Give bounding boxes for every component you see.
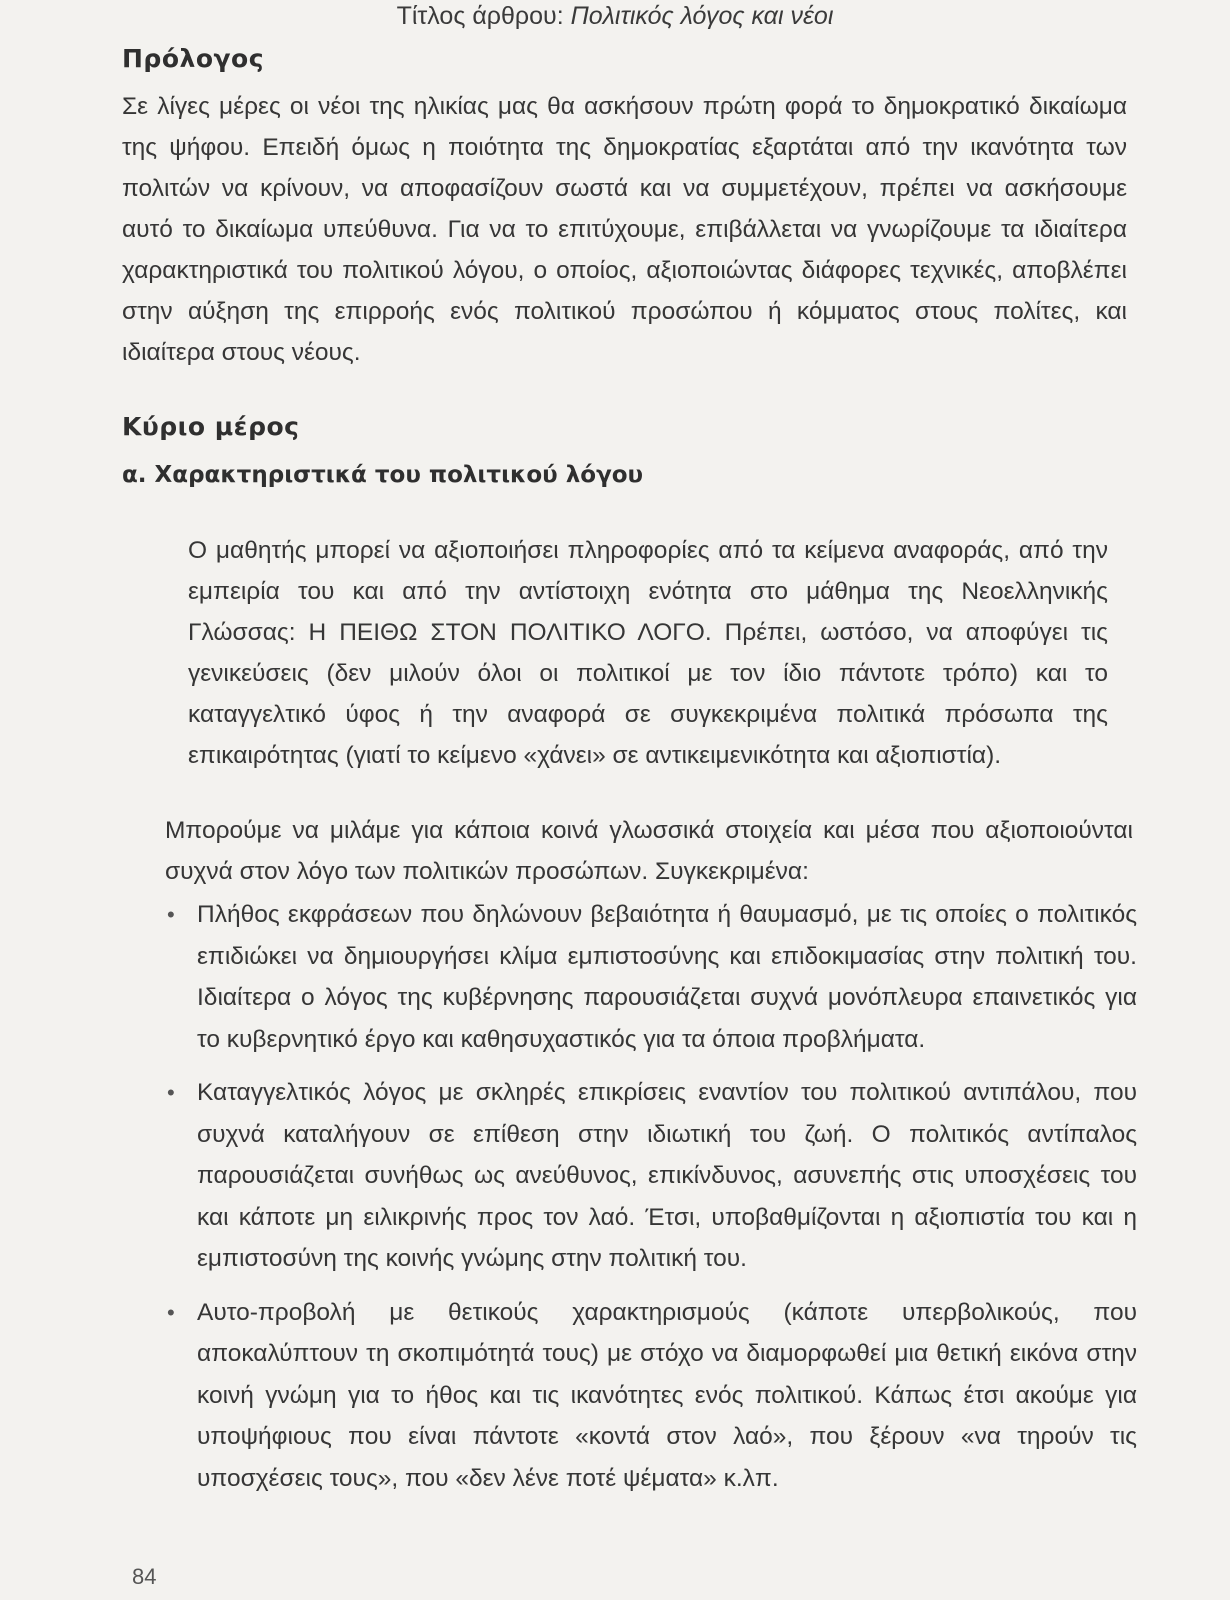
article-title-value: Πολιτικός λόγος και νέοι — [570, 2, 834, 30]
list-item — [165, 894, 1137, 1060]
bullet-icon: • — [167, 1080, 175, 1105]
guidance-note-paragraph: Ο μαθητής μπορεί να αξιοποιήσει πληροφορίες από τα κείμενα αναφοράς, από την εμπειρία του και από την αντίστοιχη ενότητα στο μάθημα της Νεοελληνικής Γλώσσας: Η ΠΕΙΘΩ ΣΤΟΝ ΠΟΛΙΤΙΚΟ ΛΟΓΟ. Πρέπει, ωστόσο, να αποφύγει τις γενικεύσεις (δεν μιλούν όλοι οι πολιτικοί με τον ίδιο πάντοτε τρόπο) και το καταγγελτικό ύφος ή την αναφορά σε συγκεκριμένα πολιτικά πρόσωπα της επικαιρότητας (γιατί το κείμενο «χάνει» σε αντικειμενικότητα και αξιοπιστία). — [188, 537, 1108, 769]
main-section-heading: Κύριο μέρος — [122, 412, 300, 441]
subsection-heading: α. Χαρακτηριστικά του πολιτικού λόγου — [122, 462, 644, 488]
list-item-text: Αυτο-προβολή με θετικούς χαρακτηρισμούς (κάποτε υπερβολικούς, που αποκαλύπτουν τη σκοπιμότητά τους) με στόχο να διαμορφωθεί μια θετική εικόνα στην κοινή γνώμη για το ήθος και τις ικανότητες ενός πολιτικού. Κάπως έτσι ακούμε για υποψήφιους που είναι πάντοτε «κοντά στον λαό», που ξέρουν «να τηρούν τις υποσχέσεις τους», που «δεν λένε ποτέ ψέματα» κ.λπ. — [197, 1298, 1137, 1492]
list-item — [165, 1072, 1137, 1280]
list-item — [165, 1292, 1137, 1500]
bullet-icon: • — [167, 902, 175, 927]
bullet-icon: • — [167, 1299, 175, 1325]
prologue-paragraph: Σε λίγες μέρες οι νέοι της ηλικίας μας θα ασκήσουν πρώτη φορά το δημοκρατικό δικαίωμα της ψήφου. Επειδή όμως η ποιότητα της δημοκρατίας εξαρτάται από την ικανότητα των πολιτών να κρίνουν, να αποφασίζουν σωστά και να συμμετέχουν, πρέπει να ασκήσουμε αυτό το δικαίωμα υπεύθυνα. Για να το επιτύχουμε, επιβάλλεται να γνωρίζουμε τα ιδιαίτερα χαρακτηριστικά του πολιτικού λόγου, ο οποίος, αξιοποιώντας διάφορες τεχνικές, αποβλέπει στην αύξηση της επιρροής ενός πολιτικού προσώπου ή κόμματος στους πολίτες, και ιδιαίτερα στους νέους. — [122, 93, 1127, 366]
list-item-text: Πλήθος εκφράσεων που δηλώνουν βεβαιότητα ή θαυμασμό, με τις οποίες ο πολιτικός επιδιώκει να δημιουργήσει κλίμα εμπιστοσύνης και επιδοκιμασίας στην πολιτική του. Ιδιαίτερα ο λόγος της κυβέρνησης παρουσιάζεται συχνά μονόπλευρα επαινετικός για το κυβερνητικό έργο και καθησυχαστικός για τα όποια προβλήματα. — [197, 901, 1137, 1053]
list-item-text: Καταγγελτικός λόγος με σκληρές επικρίσεις εναντίον του πολιτικού αντιπάλου, που συχνά καταλήγουν σε επίθεση στην ιδιωτική του ζωή. Ο πολιτικός αντίπαλος παρουσιάζεται συνήθως ως ανεύθυνος, επικίνδυνος, ασυνεπής στις υποσχέσεις του και κάποτε μη ειλικρινής προς τον λαό. Έτσι, υποβαθμίζονται η αξιοπιστία του και η εμπιστοσύνη της κοινής γνώμης στην πολιτική του. — [197, 1079, 1137, 1272]
prologue-heading: Πρόλογος — [122, 44, 265, 73]
article-title — [0, 2, 1230, 31]
bullets-intro-paragraph: Μπορούμε να μιλάμε για κάποια κοινά γλωσσικά στοιχεία και μέσα που αξιοποιούνται συχνά στον λόγο των πολιτικών προσώπων. Συγκεκριμένα: — [165, 817, 1133, 885]
article-title-label: Τίτλος άρθρου: — [396, 2, 564, 30]
characteristics-list — [165, 894, 1137, 1511]
page-number: 84 — [132, 1564, 157, 1589]
